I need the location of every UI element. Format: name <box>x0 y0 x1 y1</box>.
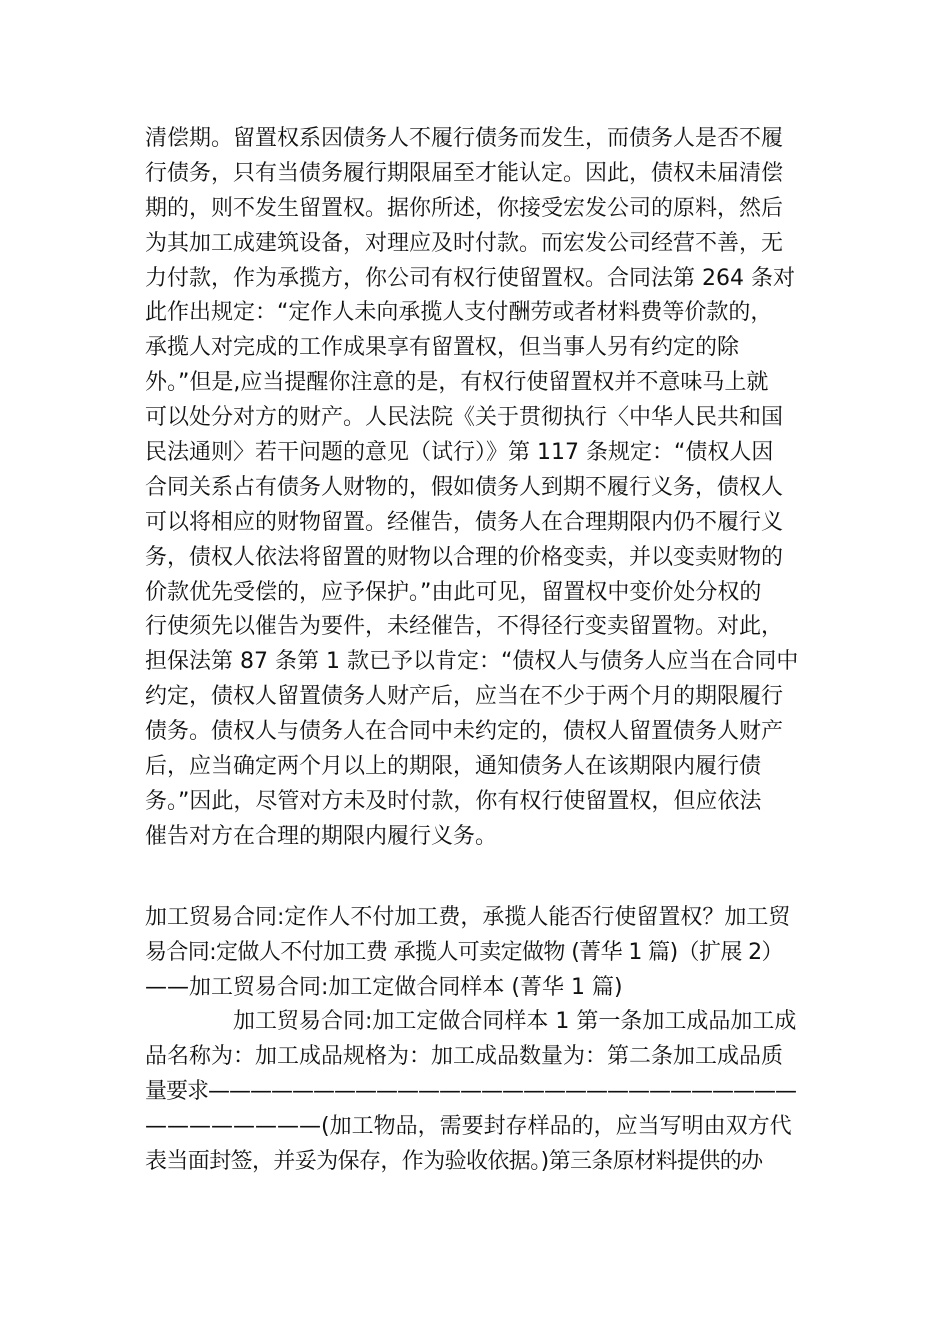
text-line: 民法通则〉若干问题的意见（试行）》第 117 条规定：“债权人因 <box>145 440 774 466</box>
text-line: 后，应当确定两个月以上的期限，通知债务人在该期限内履行债 <box>145 754 762 780</box>
body-paragraph-lien <box>145 122 810 855</box>
text-line: 清偿期。留置权系因债务人不履行债务而发生，而债务人是否不履 <box>145 126 784 151</box>
section-heading-block <box>145 901 810 1006</box>
text-line: 债务。债权人与债务人在合同中未约定的，债权人留置债务人财产 <box>145 719 784 745</box>
text-line: 行债务，只有当债务履行期限届至才能认定。因此，债权未届清偿 <box>145 160 784 186</box>
text-line: 力付款，作为承揽方，你公司有权行使留置权。合同法第 264 条对 <box>145 265 795 291</box>
heading-line: 加工贸易合同:定作人不付加工费，承揽人能否行使留置权？加工贸 <box>145 905 791 930</box>
text-line: 为其加工成建筑设备，对理应及时付款。而宏发公司经营不善，无 <box>145 230 784 256</box>
text-line: 担保法第 87 条第 1 款已予以肯定：“债权人与债务人应当在合同中 <box>145 649 799 675</box>
text-line: 行使须先以催告为要件，未经催告，不得径行变卖留置物。对此， <box>145 614 784 640</box>
heading-line: 易合同:定做人不付加工费 承揽人可卖定做物 (菁华 1 篇)（扩展 2） <box>145 939 783 965</box>
text-line: 价款优先受偿的，应予保护。”由此可见，留置权中变价处分权的 <box>145 579 762 605</box>
text-line: 可以将相应的财物留置。经催告，债务人在合理期限内仍不履行义 <box>145 509 784 535</box>
text-line: 合同关系占有债务人财物的，假如债务人到期不履行义务，债权人 <box>145 474 784 500</box>
text-line: 量要求———————————————————————————— <box>145 1078 797 1104</box>
heading-line: ——加工贸易合同:加工定做合同样本 (菁华 1 篇) <box>145 974 623 1000</box>
text-line: 品名称为：加工成品规格为：加工成品数量为：第二条加工成品质 <box>145 1043 784 1069</box>
text-line: 此作出规定：“定作人未向承揽人支付酬劳或者材料费等价款的， <box>145 300 773 326</box>
text-line: 务，债权人依法将留置的财物以合理的价格变卖，并以变卖财物的 <box>145 544 784 570</box>
text-line: 表当面封签，并妥为保存，作为验收依据。)第三条原材料提供的办 <box>145 1148 763 1174</box>
text-line: 期的，则不发生留置权。据你所述，你接受宏发公司的原料，然后 <box>145 195 784 221</box>
text-line: 可以处分对方的财产。人民法院《关于贯彻执行〈中华人民共和国 <box>145 405 784 431</box>
text-line: 加工贸易合同:加工定做合同样本 1 第一条加工成品加工成 <box>233 1009 797 1034</box>
text-line: ————————(加工物品，需要封存样品的，应当写明由双方代 <box>145 1113 792 1139</box>
text-line: 承揽人对完成的工作成果享有留置权，但当事人另有约定的除 <box>145 335 740 361</box>
text-line: 约定，债权人留置债务人财产后，应当在不少于两个月的期限履行 <box>145 684 784 710</box>
text-line: 外。”但是,应当提醒你注意的是，有权行使留置权并不意味马上就 <box>145 370 769 396</box>
text-line: 催告对方在合理的期限内履行义务。 <box>145 823 498 849</box>
body-paragraph-contract-sample <box>145 1005 810 1179</box>
text-line: 务。”因此，尽管对方未及时付款，你有权行使留置权，但应依法 <box>145 788 762 814</box>
